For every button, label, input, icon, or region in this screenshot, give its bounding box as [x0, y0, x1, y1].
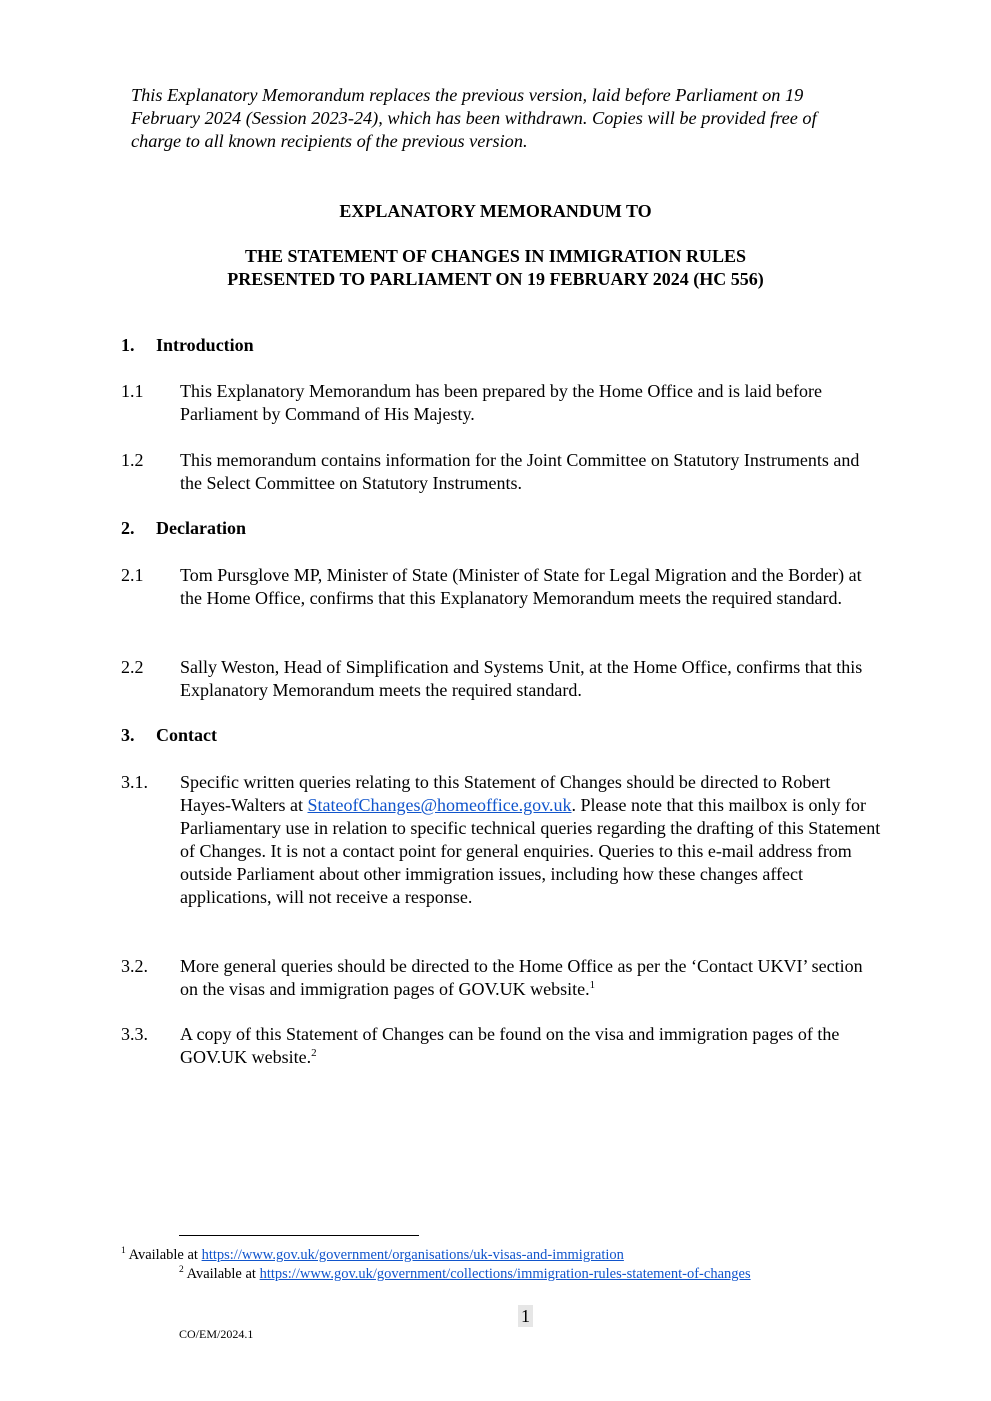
paragraph-3-3 [121, 1023, 881, 1069]
paragraph-2-2 [121, 656, 881, 702]
footnote-reference-1[interactable]: 1 [589, 979, 596, 991]
footnote-mark: 1 [121, 1246, 126, 1257]
footnote-1 [121, 1246, 624, 1264]
paragraph-body: A copy of this Statement of Changes can be found on the visa and immigration pages of the GOV.UK website. [180, 1024, 840, 1067]
section-title: Introduction [156, 335, 254, 355]
paragraph-number: 1.1 [121, 381, 144, 401]
paragraph-number: 3.1. [121, 772, 148, 792]
paragraph-text-after-email: . Please note that this mailbox is only for Parliamentary use in relation to specific technical queries regarding the drafting of this Statement of Changes. It is not a contact point for general enquiries. Queries to this e-mail address from outside Parliament about other immigration issues, including how these changes affect applications, will not receive a response. [180, 795, 881, 907]
document-title: EXPLANATORY MEMORANDUM TO [339, 201, 652, 221]
paragraph-number: 2.2 [121, 657, 144, 677]
paragraph-text [180, 771, 881, 909]
paragraph-1-2 [121, 449, 881, 495]
email-link[interactable]: StateofChanges@homeoffice.gov.uk [307, 795, 572, 815]
paragraph-3-1 [121, 771, 881, 909]
paragraph-1-1 [121, 380, 881, 426]
section-heading-contact [121, 724, 217, 747]
section-number: 1. [121, 335, 135, 355]
paragraph-body: More general queries should be directed to the Home Office as per the ‘Contact UKVI’ section on the visas and immigration pages of GOV.UK website. [180, 956, 863, 999]
paragraph-text: This memorandum contains information for the Joint Committee on Statutory Instruments and the Select Committee on Statutory Instruments. [180, 450, 860, 493]
document-subtitle [0, 245, 991, 291]
paragraph-text-before-email: Specific written queries relating to this Statement of Changes should be directed to Robert Hayes-Walters at [180, 772, 831, 815]
subtitle-line-1: THE STATEMENT OF CHANGES IN IMMIGRATION RULES [244, 246, 747, 266]
footnote-1-link[interactable]: https://www.gov.uk/government/organisations/uk-visas-and-immigration [201, 1247, 624, 1263]
section-heading-declaration [121, 517, 246, 540]
subtitle-line-2: PRESENTED TO PARLIAMENT ON 19 FEBRUARY 2024 (HC 556) [227, 269, 764, 289]
section-number: 3. [121, 725, 135, 745]
replacement-notice: This Explanatory Memorandum replaces the previous version, laid before Parliament on 19 February 2024 (Session 2023-24), which has been withdrawn. Copies will be provided free of charge to all known recipients of the previous version. [131, 85, 817, 151]
footnote-2-link[interactable]: https://www.gov.uk/government/collections/immigration-rules-statement-of-changes [259, 1266, 751, 1282]
footnote-separator [179, 1235, 419, 1236]
section-heading-introduction [121, 334, 254, 357]
document-reference: CO/EM/2024.1 [179, 1327, 254, 1341]
footnote-prefix: Available at [183, 1266, 260, 1282]
footnote-prefix: Available at [125, 1247, 202, 1263]
section-title: Contact [156, 725, 217, 745]
paragraph-number: 3.3. [121, 1024, 148, 1044]
paragraph-text: Sally Weston, Head of Simplification and Systems Unit, at the Home Office, confirms that this Explanatory Memorandum meets the required standard. [180, 657, 863, 700]
page-number: 1 [518, 1305, 533, 1327]
paragraph-number: 2.1 [121, 565, 144, 585]
paragraph-number: 1.2 [121, 450, 144, 470]
paragraph-text [180, 955, 881, 1001]
paragraph-text: Tom Pursglove MP, Minister of State (Minister of State for Legal Migration and the Border) at the Home Office, confirms that this Explanatory Memorandum meets the required standard. [180, 565, 862, 608]
footnote-reference-2[interactable]: 2 [311, 1047, 317, 1059]
footnote-2 [179, 1265, 751, 1283]
section-title: Declaration [156, 518, 246, 538]
paragraph-text [180, 1023, 881, 1069]
paragraph-number: 3.2. [121, 956, 148, 976]
paragraph-text: This Explanatory Memorandum has been prepared by the Home Office and is laid before Parliament by Command of His Majesty. [180, 381, 822, 424]
paragraph-3-2 [121, 955, 881, 1001]
footnote-mark: 2 [179, 1265, 184, 1276]
section-number: 2. [121, 518, 135, 538]
paragraph-2-1 [121, 564, 881, 610]
